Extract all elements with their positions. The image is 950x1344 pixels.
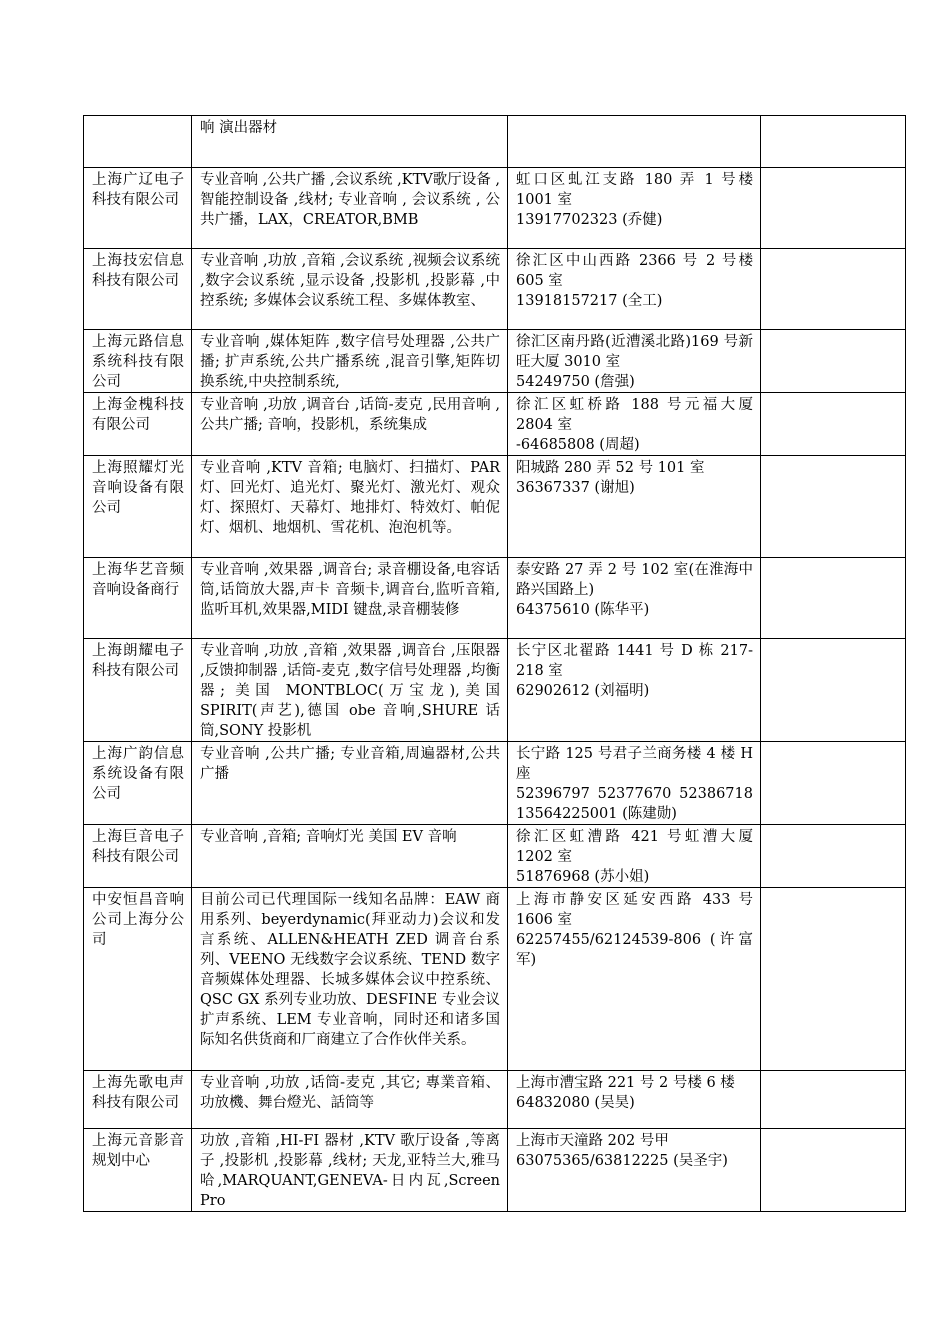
company-name-cell (84, 639, 192, 742)
table-row (84, 1071, 906, 1129)
products-text: 专业音响 ,功放 ,音箱 ,会议系统 ,视频会议系统 ,数字会议系统 ,显示设备 ,投影机 ,投影幕 ,中控系统; 多媒体会议系统工程、多媒体教室、 (200, 253, 500, 309)
address-contact-cell (508, 742, 761, 825)
address-contact-text: 阳城路 280 弄 52 号 101 室 36367337 (谢旭) (516, 460, 705, 496)
products-text: 专业音响 ,功放 ,话筒-麦克 ,其它; 專業音箱、功放機、舞台燈光、話筒等 (200, 1075, 500, 1111)
address-contact-cell (508, 168, 761, 249)
notes-cell (761, 168, 906, 249)
address-contact-cell (508, 639, 761, 742)
notes-cell (761, 742, 906, 825)
products-cell (192, 456, 508, 558)
address-contact-cell (508, 1071, 761, 1129)
products-text: 专业音响 ,功放 ,调音台 ,话筒-麦克 ,民用音响 ,公共广播; 音响，投影机，系统集成 (200, 397, 500, 433)
address-contact-cell (508, 1129, 761, 1212)
address-contact-cell (508, 249, 761, 330)
products-text: 专业音响 ,公共广播; 专业音箱,周遍器材,公共广播 (200, 746, 500, 782)
table-row (84, 1129, 906, 1212)
products-cell (192, 888, 508, 1071)
products-cell (192, 1129, 508, 1212)
company-name-cell (84, 742, 192, 825)
notes-cell (761, 116, 906, 168)
products-cell (192, 116, 508, 168)
table-row (84, 116, 906, 168)
address-contact-text: 长宁路 125 号君子兰商务楼 4 楼 H 座 52396797 52377670 52386718 13564225001 (陈建勋) (516, 746, 753, 822)
address-contact-text: 徐汇区中山西路 2366 号 2 号楼 605 室 13918157217 (全工) (516, 253, 753, 309)
address-contact-cell (508, 825, 761, 888)
notes-cell (761, 825, 906, 888)
table-row (84, 249, 906, 330)
products-cell (192, 330, 508, 393)
products-cell (192, 249, 508, 330)
table-row (84, 393, 906, 456)
table-row (84, 888, 906, 1071)
products-text: 专业音响 ,KTV 音箱; 电脑灯、扫描灯、PAR 灯、回光灯、追光灯、聚光灯、激光灯、观众灯、探照灯、天幕灯、地排灯、特效灯、帕伲灯、烟机、地烟机、雪花机、泡泡机等。 (200, 460, 500, 536)
table-row (84, 742, 906, 825)
address-contact-cell (508, 888, 761, 1071)
company-name-text: 上海照耀灯光音响设备有限公司 (92, 460, 184, 516)
products-cell (192, 1071, 508, 1129)
company-name-text: 上海金槐科技有限公司 (92, 397, 184, 433)
notes-cell (761, 888, 906, 1071)
table-body (84, 116, 906, 1212)
notes-cell (761, 558, 906, 639)
table-row (84, 330, 906, 393)
address-contact-text: 上海市静安区延安西路 433 号 1606 室 62257455/62124539-806 (许富军) (516, 892, 753, 968)
company-name-text: 上海华艺音频音响设备商行 (92, 562, 184, 598)
company-name-cell (84, 116, 192, 168)
address-contact-text: 上海市天潼路 202 号甲 63075365/63812225 (吴圣宇) (516, 1133, 728, 1169)
address-contact-text: 虹口区虬江支路 180 弄 1 号楼 1001 室 13917702323 (乔健) (516, 172, 753, 228)
address-contact-cell (508, 116, 761, 168)
company-name-text: 上海朗耀电子科技有限公司 (92, 643, 184, 679)
products-cell (192, 825, 508, 888)
company-name-cell (84, 825, 192, 888)
products-cell (192, 168, 508, 249)
notes-cell (761, 1129, 906, 1212)
notes-cell (761, 1071, 906, 1129)
company-name-text: 上海巨音电子科技有限公司 (92, 829, 184, 865)
table-row (84, 825, 906, 888)
notes-cell (761, 393, 906, 456)
address-contact-text: 长宁区北翟路 1441 号 D 栋 217-218 室 62902612 (刘福明) (516, 643, 753, 699)
table-row (84, 558, 906, 639)
company-name-cell (84, 456, 192, 558)
notes-cell (761, 456, 906, 558)
company-name-text: 上海先歌电声科技有限公司 (92, 1075, 184, 1111)
products-cell (192, 742, 508, 825)
company-name-cell (84, 393, 192, 456)
address-contact-text: 泰安路 27 弄 2 号 102 室(在淮海中路兴国路上) 64375610 (陈华平) (516, 562, 753, 618)
products-text: 专业音响 ,音箱; 音响灯光 美国 EV 音响 (200, 829, 457, 845)
products-cell (192, 639, 508, 742)
address-contact-text: 徐汇区虹漕路 421 号虹漕大厦 1202 室 51876968 (苏小姐) (516, 829, 753, 885)
company-name-cell (84, 330, 192, 393)
products-text: 专业音响 ,功放 ,音箱 ,效果器 ,调音台 ,压限器 ,反馈抑制器 ,话筒-麦克 ,数字信号处理器 ,均衡器; 美国 MONTBLOC(万宝龙),美国 SPIRIT(声艺),德国 obe 音响,SHURE 话筒,SONY 投影机 (200, 643, 500, 739)
address-contact-text: 徐汇区南丹路(近漕溪北路)169 号新旺大厦 3010 室 54249750 (詹强) (516, 334, 753, 390)
address-contact-text: 上海市漕宝路 221 号 2 号楼 6 楼 64832080 (吴昊) (516, 1075, 735, 1111)
company-name-text: 上海元路信息系统科技有限公司 (92, 334, 184, 390)
products-text: 响 演出器材 (200, 120, 278, 136)
address-contact-cell (508, 330, 761, 393)
products-text: 功放 ,音箱 ,HI-FI 器材 ,KTV 歌厅设备 ,等离子 ,投影机 ,投影幕 ,线材; 天龙,亚特兰大,雅马哈,MARQUANT,GENEVA-日内瓦,Screen Pro (200, 1133, 500, 1209)
company-name-text: 上海元音影音规划中心 (92, 1133, 184, 1169)
products-text: 专业音响 ,效果器 ,调音台; 录音棚设备,电容话筒,话筒放大器,声卡 音频卡,调音台,监听音箱,监听耳机,效果器,MIDI 键盘,录音棚装修 (200, 562, 500, 618)
notes-cell (761, 330, 906, 393)
company-name-cell (84, 1071, 192, 1129)
company-name-cell (84, 168, 192, 249)
company-name-text: 上海广韵信息系统设备有限公司 (92, 746, 184, 802)
company-name-text: 上海技宏信息科技有限公司 (92, 253, 184, 289)
company-name-cell (84, 1129, 192, 1212)
products-text: 目前公司已代理国际一线知名品牌：EAW 商用系列、beyerdynamic(拜亚动力)会议和发言系统、ALLEN&HEATH ZED 调音台系列、VEENO 无线数字会议系统、TEND 数字音频媒体处理器、长城多媒体会议中控系统、QSC GX 系列专业功放、DESFINE 专业会议扩声系统、LEM 专业音响，同时还和诸多国际知名供货商和厂商建立了合作伙伴关系。 (200, 892, 500, 1048)
address-contact-cell (508, 456, 761, 558)
company-name-cell (84, 888, 192, 1071)
table-row (84, 456, 906, 558)
company-name-text: 上海广辽电子科技有限公司 (92, 172, 184, 208)
address-contact-cell (508, 558, 761, 639)
company-name-text: 中安恒昌音响公司上海分公司 (92, 892, 184, 948)
address-contact-text: 徐汇区虹桥路 188 号元福大厦 2804 室 -64685808 (周超) (516, 397, 753, 453)
products-cell (192, 558, 508, 639)
notes-cell (761, 639, 906, 742)
table-row (84, 168, 906, 249)
company-name-cell (84, 558, 192, 639)
company-name-cell (84, 249, 192, 330)
products-text: 专业音响 ,媒体矩阵 ,数字信号处理器 ,公共广播; 扩声系统,公共广播系统 ,混音引擎,矩阵切换系统,中央控制系统, (200, 334, 500, 390)
notes-cell (761, 249, 906, 330)
table-row (84, 639, 906, 742)
vendor-directory-table (83, 115, 906, 1212)
products-cell (192, 393, 508, 456)
products-text: 专业音响 ,公共广播 ,会议系统 ,KTV歌厅设备 ,智能控制设备 ,线材; 专业音响 , 会议系统 , 公共广播，LAX，CREATOR,BMB (200, 172, 500, 228)
address-contact-cell (508, 393, 761, 456)
